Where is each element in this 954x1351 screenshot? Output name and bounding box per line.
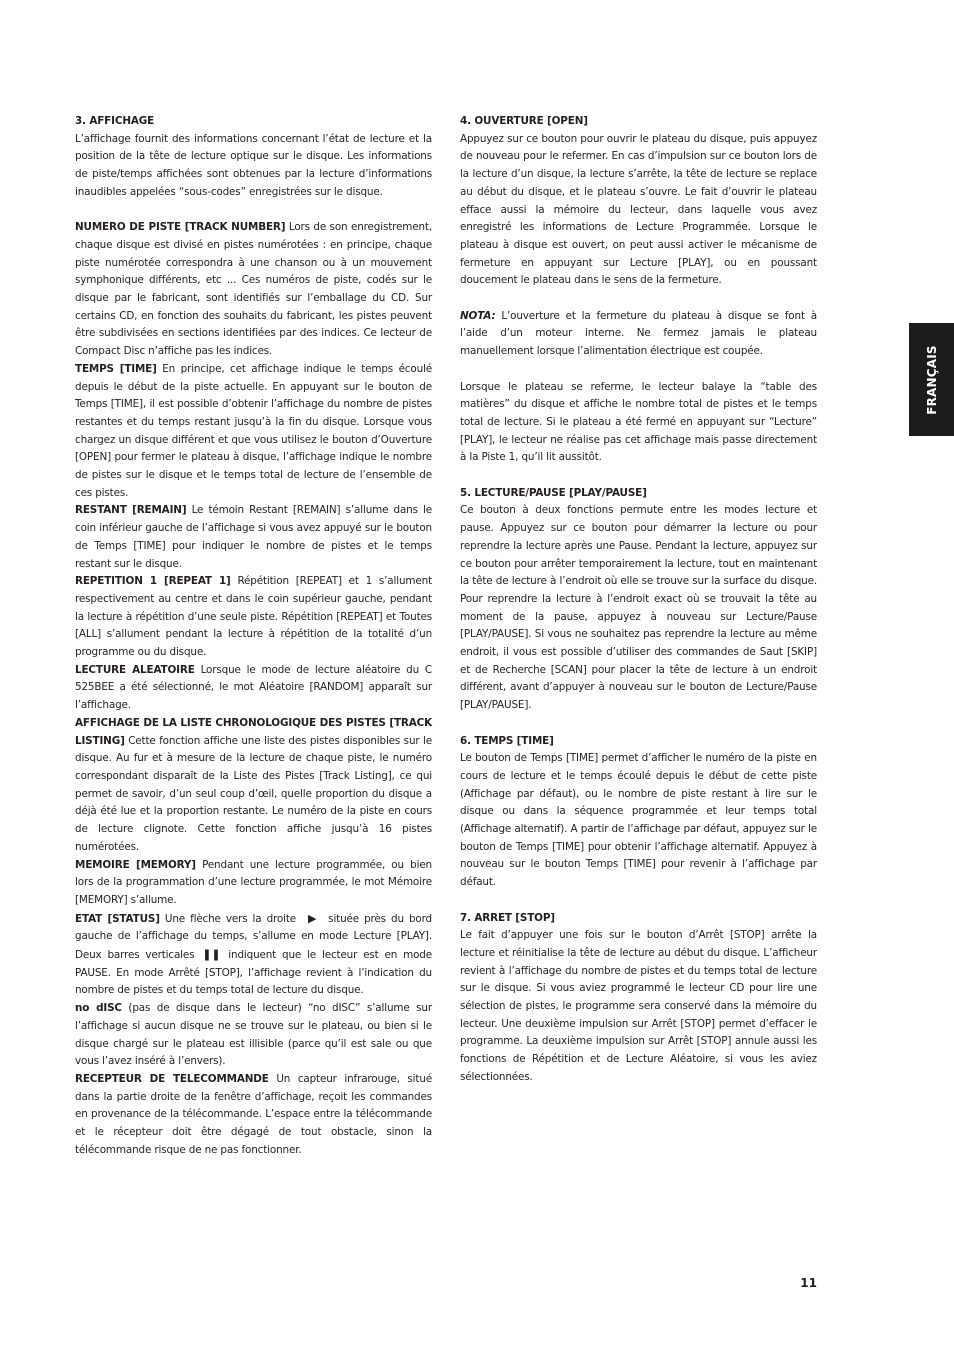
track-number-paragraph (75, 219, 432, 361)
section-heading-time: 6. TEMPS [TIME] (460, 734, 554, 747)
section-heading-display: 3. AFFICHAGE (75, 115, 155, 127)
time-text: En principe, cet affichage indique le temps écoulé depuis le début de la piste actuelle. En appuyant sur le bouton de Temps [TIME], il est possible d’obtenir l’affichage du nombre de pistes restantes et du temps restant jusqu’à la fin du disque. Lorsque vous chargez un disque différent et que vous utilisez le bouton d’Ouverture [OPEN] pour fermer le plateau à disque, l’affichage indique le nombre de pistes sur le disque et le temps total de lecture de l’ensemble de ces pistes. (75, 362, 432, 499)
remain-paragraph (75, 502, 432, 573)
status-text-a: Une flèche vers la droite (159, 912, 302, 925)
section-heading-stop: 7. ARRET [STOP] (460, 911, 555, 924)
display-intro: L’affichage fournit des informations concernant l’état de lecture et la position de la tête de lecture optique sur le disque. Les informations de piste/temps affichées sont obtenues par la lecture d’informations inaudibles appelées “sous-codes” enregistrées sur le disque. (75, 132, 432, 198)
random-text: Lorsque le mode de lecture aléatoire du C 525BEE a été sélectionné, le mot Aléatoire [RANDOM] apparaît sur l’affichage. (75, 663, 433, 712)
play-arrow-icon: ▶ (307, 911, 317, 925)
time-term: TEMPS [TIME] (75, 362, 157, 375)
repeat-term: REPETITION 1 [REPEAT 1] (75, 575, 231, 588)
open-note (460, 308, 817, 361)
play-pause-text: Ce bouton à deux fonctions permute entre les modes lecture et pause. Appuyez sur ce bouton pour démarrer la lecture ou pour reprendre la lecture après une Pause. Pendant la lecture, appuyez sur ce bouton pour arrêter temporairement la lecture, tout en maintenant la tête de lecture à l’endroit où elle se trouve sur la surface du disque. Pour reprendre la lecture à l’endroit exact où se trouvait la tête au moment de la pause, appuyez à nouveau sur Lecture/Pause [PLAY/PAUSE]. Si vous ne souhaitez pas reprendre la lecture au même endroit, il vous est possible d’utiliser des commandes de Saut [SKIP] et de Recherche [SCAN] pour placer la tête de lecture à un endroit différent, avant d’appuyer à nouveau sur le bouton de Lecture/Pause [PLAY/PAUSE]. (460, 504, 817, 712)
memory-term: MEMOIRE [MEMORY] (75, 858, 196, 871)
track-number-term: NUMERO DE PISTE [TRACK NUMBER] (75, 221, 286, 234)
track-listing-text: Cette fonction affiche une liste des pistes disponibles sur le disque. Au fur et à mesure de la lecture de chaque piste, le numéro correspondant disparaît de la Liste des Pistes [Track Listing], ce qui permet de savoir, d’un seul coup d’œil, quelle proportion du disque a déjà été lue et la proportion restante. Le numéro de la piste en cours de lecture clignote. Cette fonction affiche jusqu’à 16 pistes numérotées. (75, 734, 432, 853)
random-term: LECTURE ALEATOIRE (75, 663, 195, 676)
language-side-tab (909, 323, 954, 436)
time-button-text: Le bouton de Temps [TIME] permet d’afficher le numéro de la piste en cours de lecture et le temps écoulé depuis le début de cette piste (Affichage par défaut), ou le nombre de piste restant à lire sur le disque ou dans la séquence programmée et leur temps total (Affichage alternatif). A partir de l’affichage par défaut, appuyez sur le bouton de Temps [TIME] pour obtenir l’affichage alternatif. Appuyez à nouveau sur le bouton Temps [TIME] pour revenir à l’affichage par défaut. (460, 752, 817, 889)
remote-receiver-text: Un capteur infrarouge, situé dans la partie droite de la fenêtre d’affichage, reçoit les commandes en provenance de la télécommande. L’espace entre la télécommande et le récepteur doit être dégagé de tout obstacle, sinon la télécommande risque de ne pas fonctionner. (75, 1072, 432, 1156)
pause-bars-icon: ❚❚ (202, 948, 221, 962)
no-disc-paragraph (75, 1000, 432, 1071)
spacer (75, 202, 432, 220)
track-listing-term: AFFICHAGE DE LA LISTE CHRONOLOGIQUE DES PISTES [TRACK LISTING] (75, 716, 432, 747)
time-paragraph (75, 361, 432, 503)
right-column (460, 113, 817, 1087)
left-column (75, 113, 432, 1159)
spacer (460, 892, 817, 910)
status-paragraph (75, 910, 432, 1001)
spacer (460, 715, 817, 733)
note-text: L’ouverture et la fermeture du plateau à disque se font à l’aide d’un moteur interne. Ne fermez jamais le plateau manuellement lorsque l’alimentation électrique est coupée. (460, 309, 817, 358)
note-label: NOTA: (460, 309, 496, 322)
status-term: ETAT [STATUS] (75, 912, 160, 925)
stop-text: Le fait d’appuyer une fois sur le bouton d’Arrêt [STOP] arrête la lecture et réinitialise la tête de lecture au début du disque. L’afficheur revient à l’affichage du nombre de pistes et du temps total de lecture sur le disque. Si vous aviez programmé le lecteur CD pour lire une sélection de pistes, le programme sera conservé dans la mémoire du lecteur. Une deuxième impulsion sur Arrêt [STOP] permet d’effacer le programme. La deuxième impulsion sur Arrêt [STOP] annule aussi les fonctions de Répétition et de Lecture Aléatoire, si vous les aviez sélectionnées. (460, 929, 817, 1083)
memory-paragraph (75, 857, 432, 910)
memory-text: Pendant une lecture programmée, ou bien lors de la programmation d’une lecture programmée, le mot Mémoire [MEMORY] s’allume. (75, 858, 432, 906)
page-number: 11 (800, 1276, 817, 1290)
status-text-b: située près du bord gauche de l’affichage du temps, s’allume en mode Lecture [PLAY]. Deux barres verticales (75, 912, 432, 962)
remote-receiver-term: RECEPTEUR DE TELECOMMANDE (75, 1072, 269, 1085)
track-listing-paragraph (75, 715, 432, 857)
no-disc-term: no dISC (75, 1002, 122, 1015)
open-text-2: Lorsque le plateau se referme, le lecteur balaye la “table des matières” du disque et affiche le nombre total de pistes et le temps total de lecture. Si le plateau a été fermé en appuyant sur “Lecture” [PLAY], le lecteur ne réalise pas cet affichage mais passe directement à la Piste 1, qu’il lit aussitôt. (460, 380, 817, 464)
random-paragraph (75, 662, 432, 715)
track-number-text: Lors de son enregistrement, chaque disque est divisé en pistes numérotées : en principe, chaque piste numérotée correspondra à une chanson ou à un mouvement symphonique différents, etc ... Ces numéros de piste, codés sur le disque par le fabricant, sont identifiés sur l’emballage du CD. Sur certains CD, en fonction des souhaits du fabricant, les pistes peuvent être subdivisées en sections identifiées par des indices. Ce lecteur de Compact Disc n’affiche pas les indices. (75, 221, 432, 358)
no-disc-text: (pas de disque dans le lecteur) “no dISC” s’allume sur l’affichage si aucun disque ne se trouve sur le plateau, ou bien si le disque chargé sur le plateau est illisible (parce qu’il est sale ou que vous l’avez inséré à l’envers). (75, 1002, 432, 1068)
language-tab-label: FRANÇAIS (924, 344, 939, 415)
spacer (460, 467, 817, 485)
spacer (460, 361, 817, 379)
remain-term: RESTANT [REMAIN] (75, 504, 187, 517)
status-text-c: indiquent que le lecteur est en mode PAUSE. En mode Arrêté [STOP], l’affichage revient à l’indication du nombre de pistes et du temps total de lecture du disque. (75, 949, 432, 997)
repeat-text: Répétition [REPEAT] et 1 s’allument respectivement au centre et dans le coin supérieur gauche, pendant la lecture à répétition d’une seule piste. Répétition [REPEAT] et Toutes [ALL] s’allument pendant la lecture à répétition de la totalité d’un programme ou du disque. (75, 575, 432, 659)
section-heading-open: 4. OUVERTURE [OPEN] (460, 115, 588, 127)
section-heading-play-pause: 5. LECTURE/PAUSE [PLAY/PAUSE] (460, 486, 647, 499)
open-text: Appuyez sur ce bouton pour ouvrir le plateau du disque, puis appuyez de nouveau pour le refermer. En cas d’impulsion sur ce bouton lors de la lecture d’un disque, la lecture s’arrête, la tête de lecture se replace au début du disque, et le plateau s’ouvre. Le fait d’ouvrir le plateau efface aussi la mémoire du lecteur, dans laquelle vous avez enregistré les informations de Lecture Programmée. Lorsque le plateau à disque est ouvert, on peut aussi activer le mécanisme de fermeture en appuyant sur Lecture [PLAY], ou en poussant doucement le plateau dans le sens de la fermeture. (460, 132, 817, 287)
remain-text: Le témoin Restant [REMAIN] s’allume dans le coin inférieur gauche de l’affichage si vous avez appuyé sur le bouton de Temps [TIME] pour indiquer le nombre de pistes et le temps restant sur le disque. (75, 504, 432, 570)
repeat-paragraph (75, 573, 432, 662)
spacer (460, 290, 817, 308)
remote-receiver-paragraph (75, 1071, 432, 1160)
